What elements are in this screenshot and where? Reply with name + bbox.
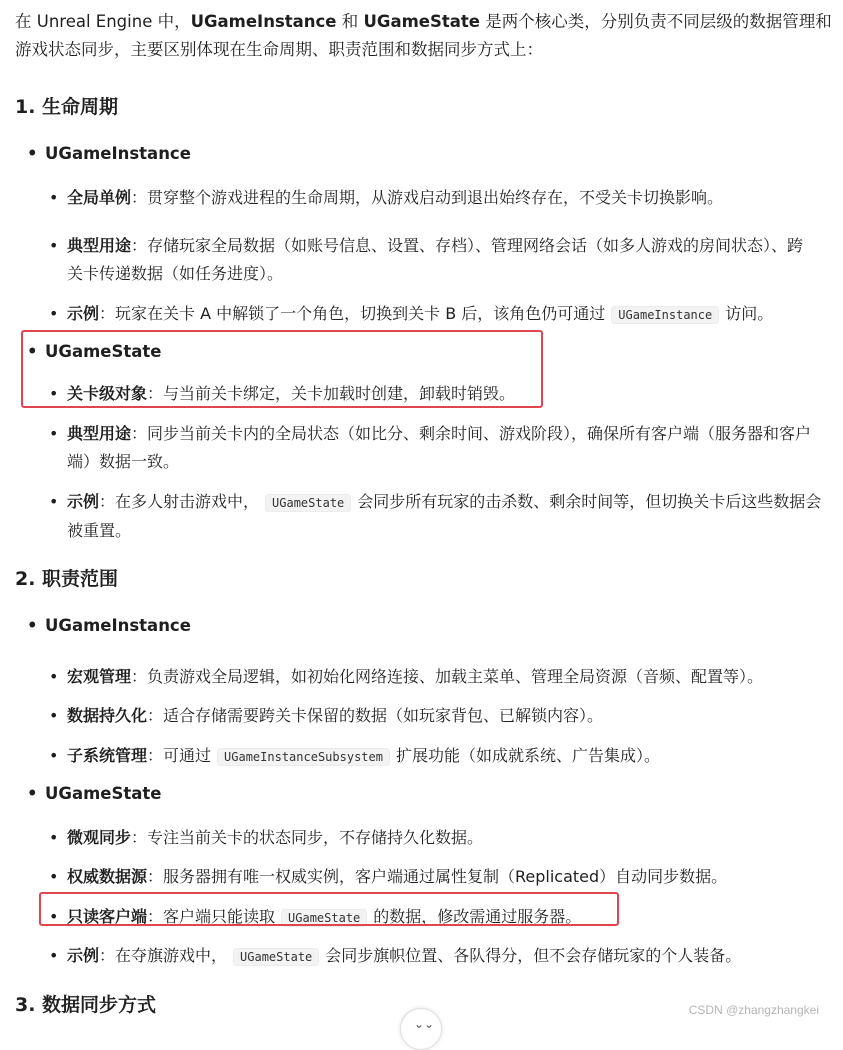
list-item	[49, 663, 839, 691]
bullet: •	[27, 144, 38, 163]
list-item-text: ：专注当前关卡的状态同步，不存储持久化数据。	[131, 828, 484, 847]
list-item-term: 示例	[67, 304, 100, 323]
list-item-term: 关卡级对象	[67, 384, 148, 403]
bullet: •	[49, 867, 59, 886]
list-item-term: 示例	[67, 492, 100, 511]
bullet: •	[49, 236, 59, 255]
list-item-text: ：贯穿整个游戏进程的生命周期，从游戏启动到退出始终存在，不受关卡切换影响。	[131, 188, 724, 207]
list-item-title: UGameState	[45, 784, 162, 803]
list-item	[49, 300, 839, 329]
bullet: •	[49, 746, 59, 765]
list-item-text: 的数据，修改需通过服务器。	[373, 907, 582, 926]
list-item-title: UGameInstance	[45, 144, 191, 163]
list-item	[49, 420, 829, 476]
list-item-term: 子系统管理	[67, 746, 148, 765]
list-item-term: 典型用途	[67, 424, 132, 443]
list-item	[27, 782, 161, 806]
list-item	[49, 742, 839, 771]
section-heading-lifecycle: 1. 生命周期	[15, 96, 119, 118]
bullet: •	[49, 304, 59, 323]
list-item-text: 访问。	[725, 304, 774, 323]
list-item-text: 扩展功能（如成就系统、广告集成）。	[395, 746, 660, 765]
list-item-text: ：在夺旗游戏中，	[99, 946, 228, 965]
list-item	[49, 488, 829, 545]
bullet: •	[49, 667, 59, 686]
section-heading-sync: 3. 数据同步方式	[15, 994, 157, 1016]
chevron-down-icon: ⌄⌄	[414, 1017, 435, 1031]
list-item-text: ：服务器拥有唯一权威实例，客户端通过属性复制（Replicated）自动同步数据。	[147, 867, 728, 886]
bullet: •	[49, 946, 59, 965]
list-item	[49, 942, 839, 971]
bullet: •	[49, 188, 59, 207]
section-heading-responsibility: 2. 职责范围	[15, 568, 119, 590]
bullet: •	[27, 784, 38, 803]
list-item-term: 只读客户端	[67, 907, 148, 926]
inline-code: UGameInstance	[611, 306, 719, 324]
intro-term: UGameInstance	[190, 12, 337, 31]
list-item	[49, 702, 839, 730]
list-item-text: ：同步当前关卡内的全局状态（如比分、剩余时间、游戏阶段），确保所有客户端（服务器和客户端）数据一致。	[67, 424, 812, 471]
list-item-text: ：客户端只能读取	[147, 907, 276, 926]
inline-code: UGameState	[281, 909, 367, 927]
bullet: •	[49, 384, 59, 403]
list-item-text: ：可通过	[147, 746, 212, 765]
intro-text: 在 Unreal Engine 中，	[15, 12, 191, 31]
list-item	[27, 142, 191, 166]
bullet: •	[27, 342, 38, 361]
list-item	[49, 824, 839, 852]
list-item-text: ：负责游戏全局逻辑，如初始化网络连接、加载主菜单、管理全局资源（音频、配置等）。	[131, 667, 764, 686]
list-item-term: 全局单例	[67, 188, 132, 207]
list-item-text: 会同步所有玩家的击杀数、剩余时间等，但切换关卡后这些数据会被重置。	[67, 492, 822, 540]
list-item-term: 示例	[67, 946, 100, 965]
intro-paragraph	[15, 8, 835, 64]
list-item-text: 会同步旗帜位置、各队得分，但不会存储玩家的个人装备。	[325, 946, 742, 965]
list-item-term: 权威数据源	[67, 867, 148, 886]
list-item	[49, 863, 839, 891]
list-item-term: 数据持久化	[67, 706, 148, 725]
highlight-box	[39, 892, 619, 926]
inline-code: UGameInstanceSubsystem	[217, 748, 390, 766]
bullet: •	[27, 616, 38, 635]
list-item-text: ：玩家在关卡 A 中解锁了一个角色，切换到关卡 B 后，该角色仍可通过	[99, 304, 606, 323]
bullet: •	[49, 424, 59, 443]
list-item-text: ：与当前关卡绑定，关卡加载时创建，卸载时销毁。	[147, 384, 516, 403]
scroll-down-button[interactable]	[400, 1008, 442, 1050]
list-item	[49, 184, 839, 212]
bullet: •	[49, 828, 59, 847]
list-item-text: ：在多人射击游戏中，	[99, 492, 260, 511]
watermark: CSDN @zhangzhangkei	[688, 1003, 819, 1017]
list-item-term: 微观同步	[67, 828, 132, 847]
intro-text: 是两个核心类，分别负责不同层级的数据管理和游戏状态同步，主要区别体现在生命周期、职责范围和数据同步方式上：	[15, 12, 832, 59]
intro-text: 和	[336, 12, 364, 31]
bullet: •	[49, 706, 59, 725]
inline-code: UGameState	[265, 494, 351, 512]
list-item	[49, 232, 809, 288]
bullet: •	[49, 907, 59, 926]
list-item-text: ：适合存储需要跨关卡保留的数据（如玩家背包、已解锁内容）。	[147, 706, 604, 725]
intro-term: UGameState	[363, 12, 480, 31]
list-item	[27, 614, 191, 638]
list-item-title: UGameInstance	[45, 616, 191, 635]
list-item-title: UGameState	[45, 342, 162, 361]
list-item-text: ：存储玩家全局数据（如账号信息、设置、存档）、管理网络会话（如多人游戏的房间状态）、跨关卡传递数据（如任务进度）。	[67, 236, 804, 283]
highlight-box	[21, 330, 543, 408]
bullet: •	[49, 492, 59, 511]
inline-code: UGameState	[233, 948, 319, 966]
list-item-term: 典型用途	[67, 236, 132, 255]
list-item-term: 宏观管理	[67, 667, 132, 686]
